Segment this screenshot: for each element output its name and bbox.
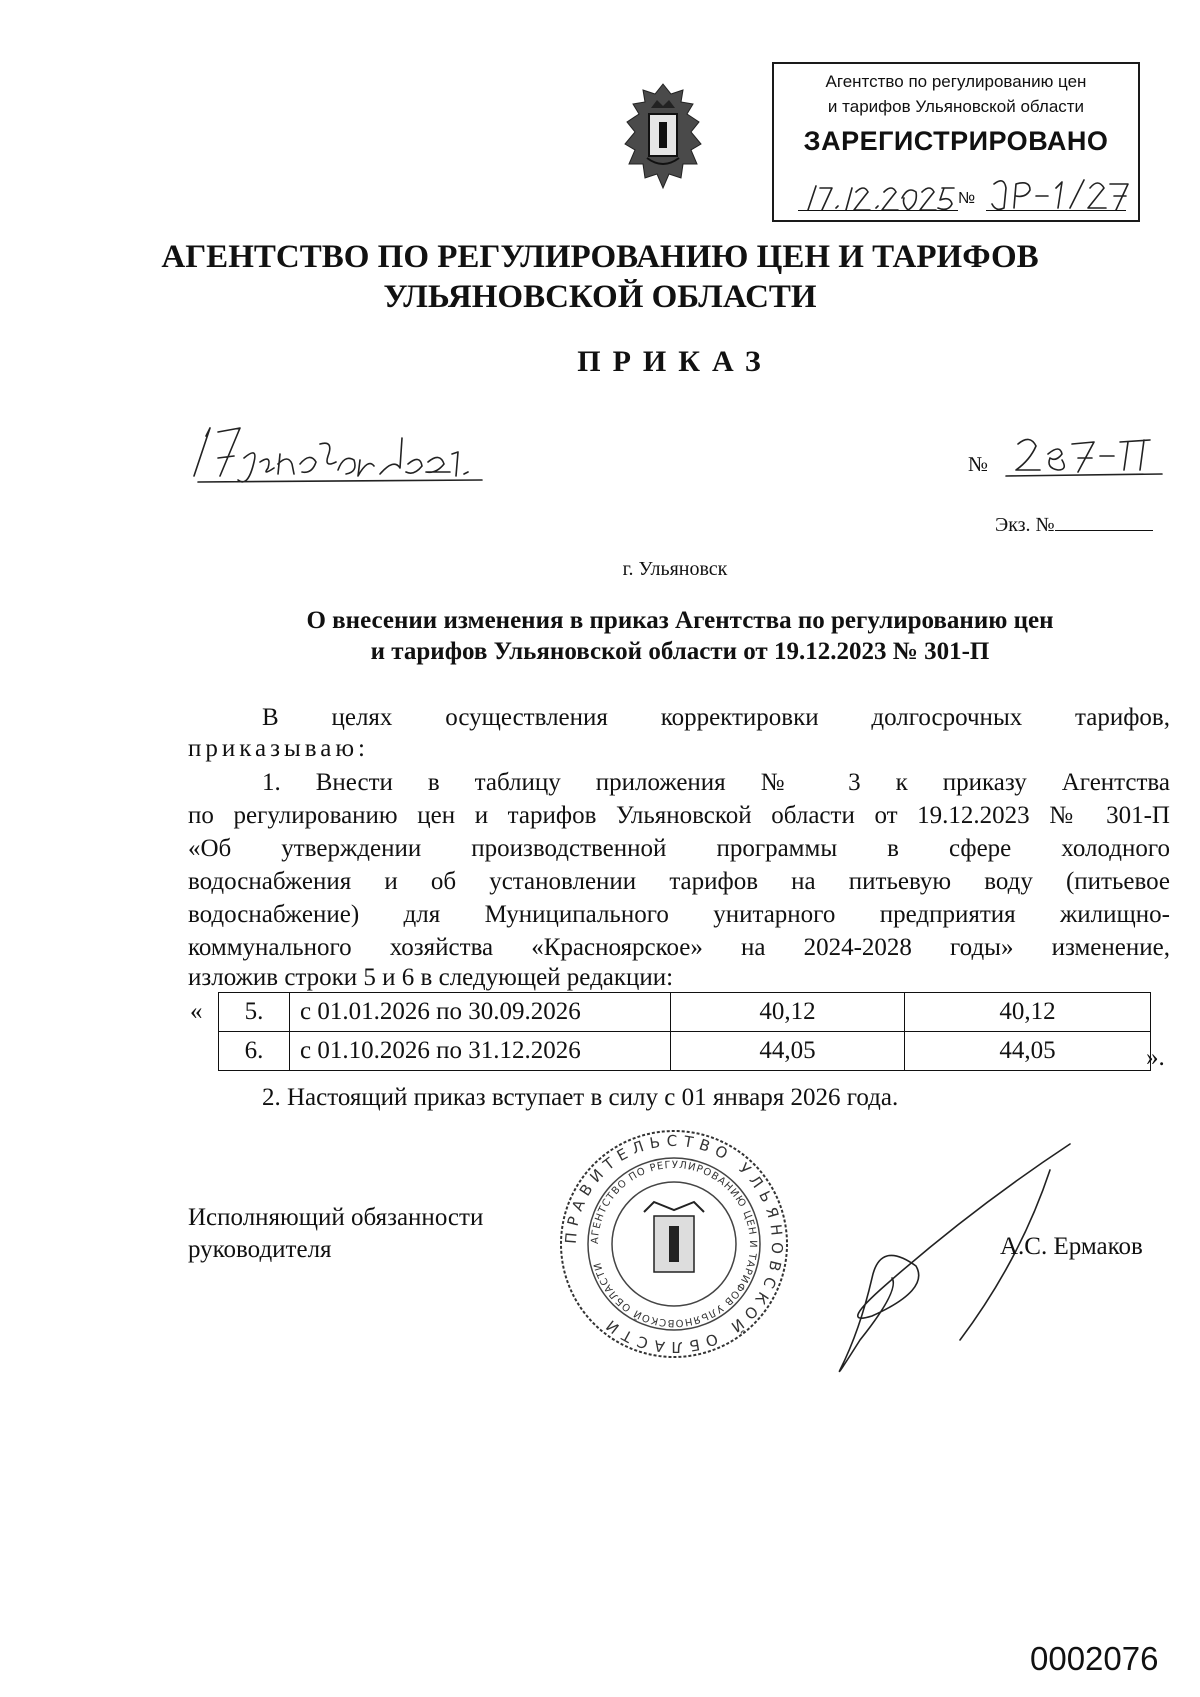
- stamp-line1: Агентство по регулированию цен: [825, 72, 1087, 91]
- table-row: [219, 993, 1151, 1032]
- stamp-number-label: №: [958, 190, 976, 207]
- tariff-table: [218, 992, 1151, 1071]
- paragraph2-line3: «Об утверждении производственной программы в сфере холодного: [188, 835, 1170, 862]
- paragraph2-line6: коммунального хозяйства «Красноярское» на 2024-2028 годы» изменение,: [188, 934, 1170, 961]
- copy-number-label: Экз. №: [995, 514, 1055, 536]
- table-cell-value1: 40,12: [671, 993, 905, 1032]
- paragraph2-line1: 1. Внести в таблицу приложения № 3 к приказу Агентства: [262, 769, 1170, 796]
- agency-name-line1: АГЕНТСТВО ПО РЕГУЛИРОВАНИЮ ЦЕН И ТАРИФОВ: [161, 239, 1039, 275]
- stamp-line2: и тарифов Ульяновской области: [827, 97, 1085, 116]
- signer-position-line2: руководителя: [188, 1236, 332, 1263]
- table-cell-num: 5.: [219, 993, 290, 1032]
- table-cell-value2: 40,12: [905, 993, 1151, 1032]
- coat-of-arms-icon: [611, 78, 715, 196]
- subject-line2: и тарифов Ульяновской области от 19.12.2023 № 301-П: [370, 638, 990, 665]
- order-number-label: №: [968, 452, 989, 476]
- handwritten-order-number: [1000, 430, 1170, 482]
- signer-position: [188, 1202, 483, 1266]
- registration-stamp: [772, 62, 1140, 222]
- table-quote-close: ».: [1146, 1044, 1165, 1071]
- document-type-title: ПРИКАЗ: [577, 345, 773, 378]
- paragraph2-line4: водоснабжения и об установлении тарифов на питьевую воду (питьевое: [188, 868, 1170, 895]
- paragraph3: 2. Настоящий приказ вступает в силу с 01 января 2026 года.: [262, 1084, 899, 1111]
- paragraph1-line2: приказываю:: [188, 735, 369, 762]
- official-seal: [558, 1128, 790, 1360]
- stamp-handwritten-number: [986, 174, 1136, 214]
- copy-number-blank: [1055, 512, 1153, 531]
- paragraph1-line1: В целях осуществления корректировки долгосрочных тарифов,: [262, 704, 1170, 731]
- table-cell-period: с 01.01.2026 по 30.09.2026: [290, 993, 671, 1032]
- table-quote-open: «: [190, 998, 203, 1025]
- seal-inner-text: АГЕНТСТВО ПО РЕГУЛИРОВАНИЮ ЦЕН И ТАРИФОВ УЛЬЯНОВСКОЙ ОБЛАСТИ: [589, 1159, 759, 1329]
- subject-line1: О внесении изменения в приказ Агентства по регулированию цен: [306, 607, 1054, 634]
- table-cell-value2: 44,05: [905, 1032, 1151, 1071]
- table-cell-value1: 44,05: [671, 1032, 905, 1071]
- paragraph2-line5: водоснабжение) для Муниципального унитарного предприятия жилищно-: [188, 901, 1170, 928]
- signer-position-line1: Исполняющий обязанности: [188, 1204, 484, 1231]
- stamp-status: ЗАРЕГИСТРИРОВАНО: [803, 126, 1109, 156]
- table-cell-period: с 01.10.2026 по 31.12.2026: [290, 1032, 671, 1071]
- agency-name-line2: УЛЬЯНОВСКОЙ ОБЛАСТИ: [383, 279, 817, 315]
- order-city: г. Ульяновск: [622, 558, 728, 580]
- handwritten-order-date: [188, 418, 488, 490]
- table-cell-num: 6.: [219, 1032, 290, 1071]
- page-number: 0002076: [1030, 1640, 1159, 1677]
- copy-number-field: [995, 512, 1153, 537]
- table-row: [219, 1032, 1151, 1071]
- paragraph2-line2: по регулированию цен и тарифов Ульяновской области от 19.12.2023 № 301-П: [188, 802, 1170, 829]
- paragraph2-last-line: изложив строки 5 и 6 в следующей редакции:: [188, 964, 674, 991]
- stamp-handwritten-date: [798, 180, 968, 214]
- signer-name: А.С. Ермаков: [1000, 1233, 1143, 1260]
- seal-outer-text: ПРАВИТЕЛЬСТВО УЛЬЯНОВСКОЙ ОБЛАСТИ: [561, 1131, 787, 1357]
